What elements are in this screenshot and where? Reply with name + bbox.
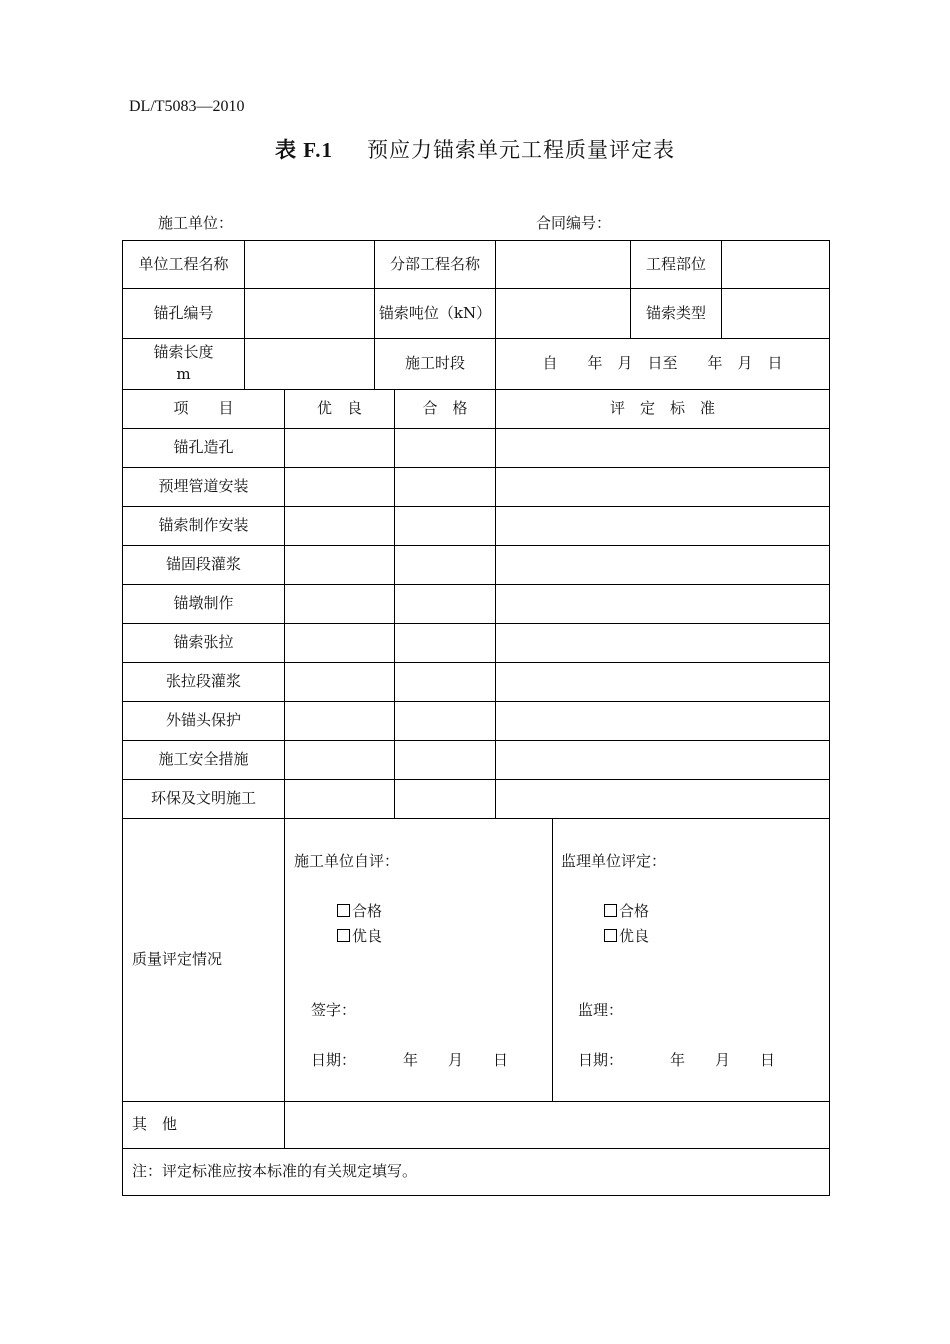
- page-title: [0, 134, 950, 164]
- anchor-length-label: [123, 339, 245, 390]
- unit-project-name-field[interactable]: [245, 241, 375, 289]
- other-field[interactable]: [285, 1102, 830, 1149]
- self-eval-title: 施工单位自评：: [294, 852, 400, 870]
- item-label: 锚固段灌浆: [123, 546, 285, 585]
- self-eval-excellent-option[interactable]: [337, 926, 382, 948]
- anchor-type-field[interactable]: [722, 289, 830, 339]
- construction-period-field[interactable]: 自 年 月 日至 年 月 日: [496, 339, 830, 390]
- table-row: [123, 429, 830, 468]
- excellent-cell[interactable]: [285, 585, 395, 624]
- standard-cell[interactable]: [496, 468, 830, 507]
- excellent-cell[interactable]: [285, 624, 395, 663]
- self-eval-date-label: 日期：: [311, 1051, 357, 1069]
- anchor-length-label-line1: 锚索长度: [153, 343, 214, 362]
- supervisor-qualified-option[interactable]: [604, 901, 649, 923]
- item-label: 锚墩制作: [123, 585, 285, 624]
- table-title: 预应力锚索单元工程质量评定表: [366, 138, 675, 162]
- standard-cell[interactable]: [496, 624, 830, 663]
- item-label: 锚孔造孔: [123, 429, 285, 468]
- item-label: 施工安全措施: [123, 741, 285, 780]
- self-eval-date-blank[interactable]: 年 月 日: [403, 1051, 509, 1069]
- standard-cell[interactable]: [496, 507, 830, 546]
- qualified-cell[interactable]: [395, 741, 496, 780]
- checkbox-icon[interactable]: [337, 929, 350, 942]
- qualified-cell[interactable]: [395, 663, 496, 702]
- anchor-type-label: 锚索类型: [631, 289, 722, 339]
- excellent-cell[interactable]: [285, 429, 395, 468]
- qualified-cell[interactable]: [395, 429, 496, 468]
- unit-project-name-label: 单位工程名称: [123, 241, 245, 289]
- project-location-field[interactable]: [722, 241, 830, 289]
- qualified-cell[interactable]: [395, 468, 496, 507]
- other-label: 其 他: [123, 1102, 285, 1149]
- project-location-label: 工程部位: [631, 241, 722, 289]
- excellent-cell[interactable]: [285, 741, 395, 780]
- table-number: 表 F.1: [275, 138, 333, 162]
- self-eval-qualified-label: 合格: [352, 902, 383, 920]
- column-header-standard: 评 定 标 准: [496, 390, 830, 429]
- checkbox-icon[interactable]: [337, 904, 350, 917]
- document-code: DL/T5083—2010: [129, 98, 245, 115]
- excellent-cell[interactable]: [285, 507, 395, 546]
- standard-cell[interactable]: [496, 741, 830, 780]
- column-header-qualified: 合 格: [395, 390, 496, 429]
- item-label: 预埋管道安装: [123, 468, 285, 507]
- quality-evaluation-table: [122, 240, 830, 1196]
- excellent-cell[interactable]: [285, 702, 395, 741]
- item-label: 锚索张拉: [123, 624, 285, 663]
- excellent-cell[interactable]: [285, 780, 395, 819]
- construction-period-label: 施工时段: [375, 339, 496, 390]
- table-row: [123, 468, 830, 507]
- contract-number-label: 合同编号：: [536, 214, 612, 232]
- qualified-cell[interactable]: [395, 546, 496, 585]
- anchor-length-unit: m: [176, 365, 191, 383]
- column-header-excellent: 优 良: [285, 390, 395, 429]
- anchor-tonnage-field[interactable]: [496, 289, 631, 339]
- table-row: [123, 546, 830, 585]
- sub-project-name-field[interactable]: [496, 241, 631, 289]
- anchor-tonnage-label: 锚索吨位（kN）: [375, 289, 496, 339]
- supervisor-excellent-label: 优良: [619, 927, 650, 945]
- column-header-item: 项 目: [123, 390, 285, 429]
- standard-cell[interactable]: [496, 663, 830, 702]
- supervisor-evaluation: [553, 819, 830, 1102]
- construction-unit-label: 施工单位：: [158, 214, 234, 232]
- contractor-self-evaluation: [285, 819, 553, 1102]
- table-row: [123, 585, 830, 624]
- supervisor-label: 监理：: [578, 1001, 624, 1019]
- sign-label: 签字：: [311, 1001, 357, 1019]
- standard-cell[interactable]: [496, 546, 830, 585]
- excellent-cell[interactable]: [285, 663, 395, 702]
- table-row: [123, 507, 830, 546]
- self-eval-excellent-label: 优良: [352, 927, 383, 945]
- standard-cell[interactable]: [496, 585, 830, 624]
- excellent-cell[interactable]: [285, 546, 395, 585]
- item-label: 张拉段灌浆: [123, 663, 285, 702]
- table-row: [123, 780, 830, 819]
- qualified-cell[interactable]: [395, 702, 496, 741]
- supervisor-date-blank[interactable]: 年 月 日: [670, 1051, 776, 1069]
- item-label: 外锚头保护: [123, 702, 285, 741]
- qualified-cell[interactable]: [395, 780, 496, 819]
- table-row: [123, 663, 830, 702]
- qualified-cell[interactable]: [395, 624, 496, 663]
- supervisor-eval-title: 监理单位评定：: [561, 852, 667, 870]
- item-label: 环保及文明施工: [123, 780, 285, 819]
- excellent-cell[interactable]: [285, 468, 395, 507]
- sub-project-name-label: 分部工程名称: [375, 241, 496, 289]
- checkbox-icon[interactable]: [604, 904, 617, 917]
- table-row: [123, 741, 830, 780]
- checkbox-icon[interactable]: [604, 929, 617, 942]
- item-label: 锚索制作安装: [123, 507, 285, 546]
- table-row: [123, 702, 830, 741]
- standard-cell[interactable]: [496, 780, 830, 819]
- qualified-cell[interactable]: [395, 507, 496, 546]
- supervisor-excellent-option[interactable]: [604, 926, 649, 948]
- anchor-hole-no-field[interactable]: [245, 289, 375, 339]
- supervisor-date-label: 日期：: [578, 1051, 624, 1069]
- standard-cell[interactable]: [496, 702, 830, 741]
- qualified-cell[interactable]: [395, 585, 496, 624]
- supervisor-qualified-label: 合格: [619, 902, 650, 920]
- anchor-hole-no-label: 锚孔编号: [123, 289, 245, 339]
- note: 注：评定标准应按本标准的有关规定填写。: [123, 1149, 830, 1196]
- anchor-length-field[interactable]: [245, 339, 375, 390]
- table-row: [123, 624, 830, 663]
- standard-cell[interactable]: [496, 429, 830, 468]
- quality-evaluation-label: 质量评定情况: [123, 819, 285, 1102]
- self-eval-qualified-option[interactable]: [337, 901, 382, 923]
